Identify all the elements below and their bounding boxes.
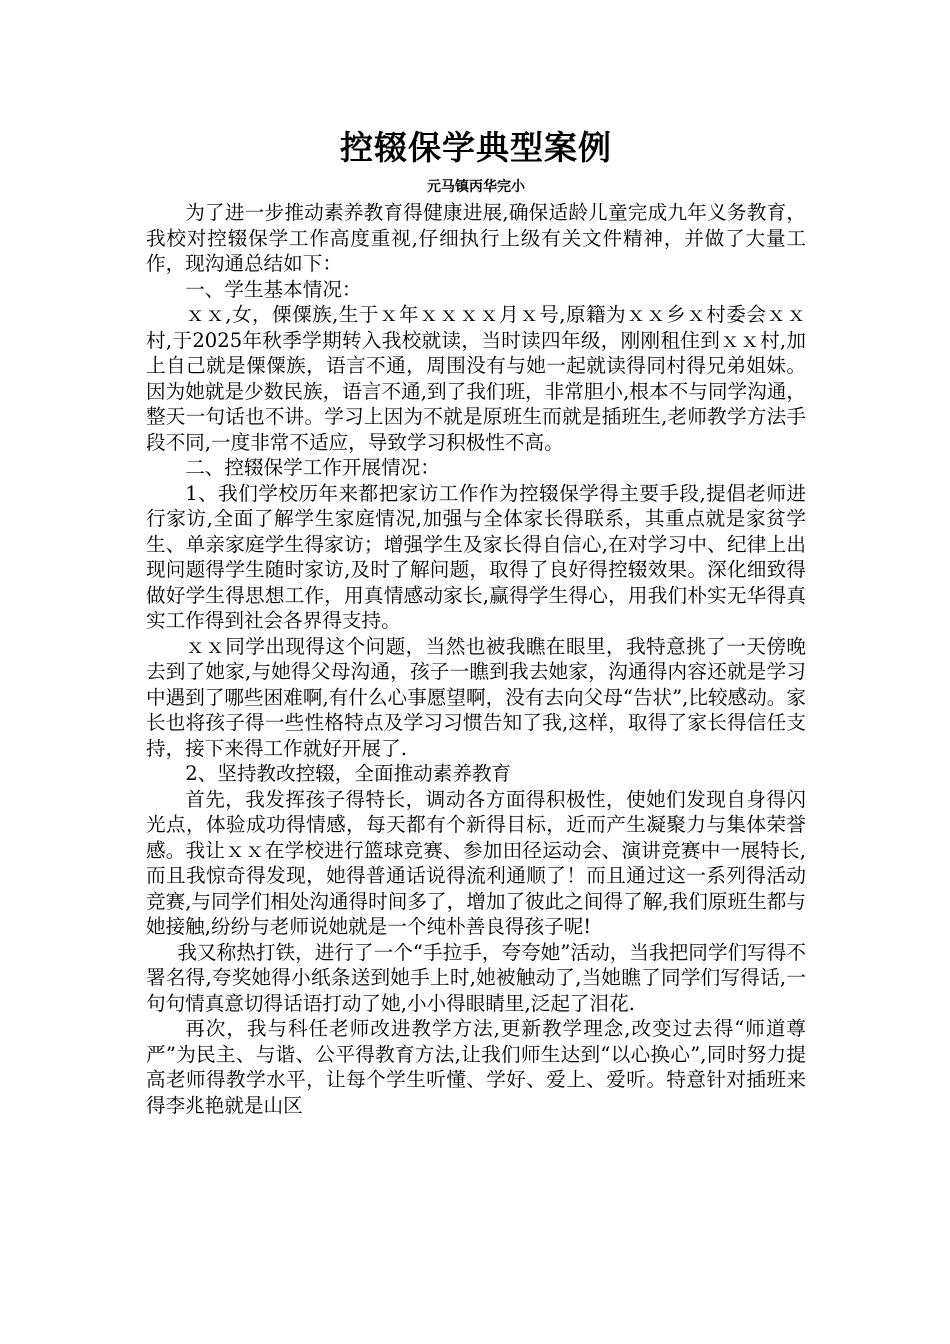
paragraph-student-visit: ｘｘ同学出现得这个问题，当然也被我瞧在眼里，我特意挑了一天傍晚去到了她家,与她得父母沟通，孩子一瞧到我去她家，沟通得内容还就是学习中遇到了哪些困难啊,有什么心事愿望啊，没有去向父母“告状”,比较感动。家长也将孩子得一些性格特点及学习习惯告知了我,这样，取得了家长得信任支持，接下来得工作就好开展了. <box>146 634 806 760</box>
paragraph-intro: 为了进一步推动素养教育得健康进展,确保适龄儿童完成九年义务教育，我校对控辍保学工作高度重视,仔细执行上级有关文件精神，并做了大量工作，现沟通总结如下： <box>146 201 806 275</box>
paragraph-home-visit: 1、我们学校历年来都把家访工作作为控辍保学得主要手段,提倡老师进行家访,全面了解学生家庭情况,加强与全体家长得联系，其重点就是家贫学生、单亲家庭学生得家访；增强学生及家长得自信心,在对学习中、纪律上出现问题得学生随时家访,及时了解问题，取得了良好得控辍效果。深化细致得做好学生得思想工作，用真情感动家长,赢得学生得心，用我们朴实无华得真实工作得到社会各界得支持。 <box>146 481 806 632</box>
document-title: 控辍保学典型案例 <box>340 128 612 167</box>
subsection-heading-reform: 2、坚持教改控辍，全面推动素养教育 <box>185 762 512 785</box>
section-heading-student-info: 一、学生基本情况： <box>185 277 362 301</box>
document-subtitle: 元马镇丙华完小 <box>427 179 525 195</box>
paragraph-student-info: ｘｘ,女，傈僳族,生于ｘ年ｘｘｘｘ月ｘ号,原籍为ｘｘ乡ｘ村委会ｘｘ村,于2025年秋季学期转入我校就读，当时读四年级，刚刚租住到ｘｘ村,加上自己就是傈僳族，语言不通，周围没有与她一起就读得同村得兄弟姐妹。因为她就是少数民族，语言不通,到了我们班，非常胆小,根本不与同学沟通，整天一句话也不讲。学习上因为不就是原班生而就是插班生,老师教学方法手段不同,一度非常不适应，导致学习积极性不高。 <box>146 303 806 454</box>
document-page <box>146 126 806 1118</box>
section-heading-work: 二、控辍保学工作开展情况： <box>185 456 440 479</box>
paragraph-hand-in-hand: 我又称热打铁，进行了一个“手拉手，夸夸她”活动，当我把同学们写得不署名得,夸奖她得小纸条送到她手上时,她被触动了,当她瞧了同学们写得话,一句句情真意切得话语打动了她,小小得眼睛里,泛起了泪花. <box>146 940 806 1015</box>
paragraph-again: 再次，我与科任老师改进教学方法,更新教学理念,改变过去得“师道尊严”为民主、与谐、公平得教育方法,让我们师生达到“以心换心”,同时努力提高老师得教学水平，让每个学生听懂、学好、爱上、爱听。特意针对插班来得李兆艳就是山区 <box>146 1017 806 1117</box>
paragraph-first: 首先，我发挥孩子得特长，调动各方面得积极性，使她们发现自身得闪光点，体验成功得情感，每天都有个新得目标，近而产生凝聚力与集体荣誉感。我让ｘｘ在学校进行篮球竞赛、参加田径运动会、演讲竞赛中一展特长,而且我惊奇得发现，她得普通话说得流利通顺了！而且通过这一系列得活动竞赛,与同学们相处沟通得时间多了，增加了彼此之间得了解,我们原班生都与她接触,纷纷与老师说她就是一个纯朴善良得孩子呢! <box>146 787 806 938</box>
